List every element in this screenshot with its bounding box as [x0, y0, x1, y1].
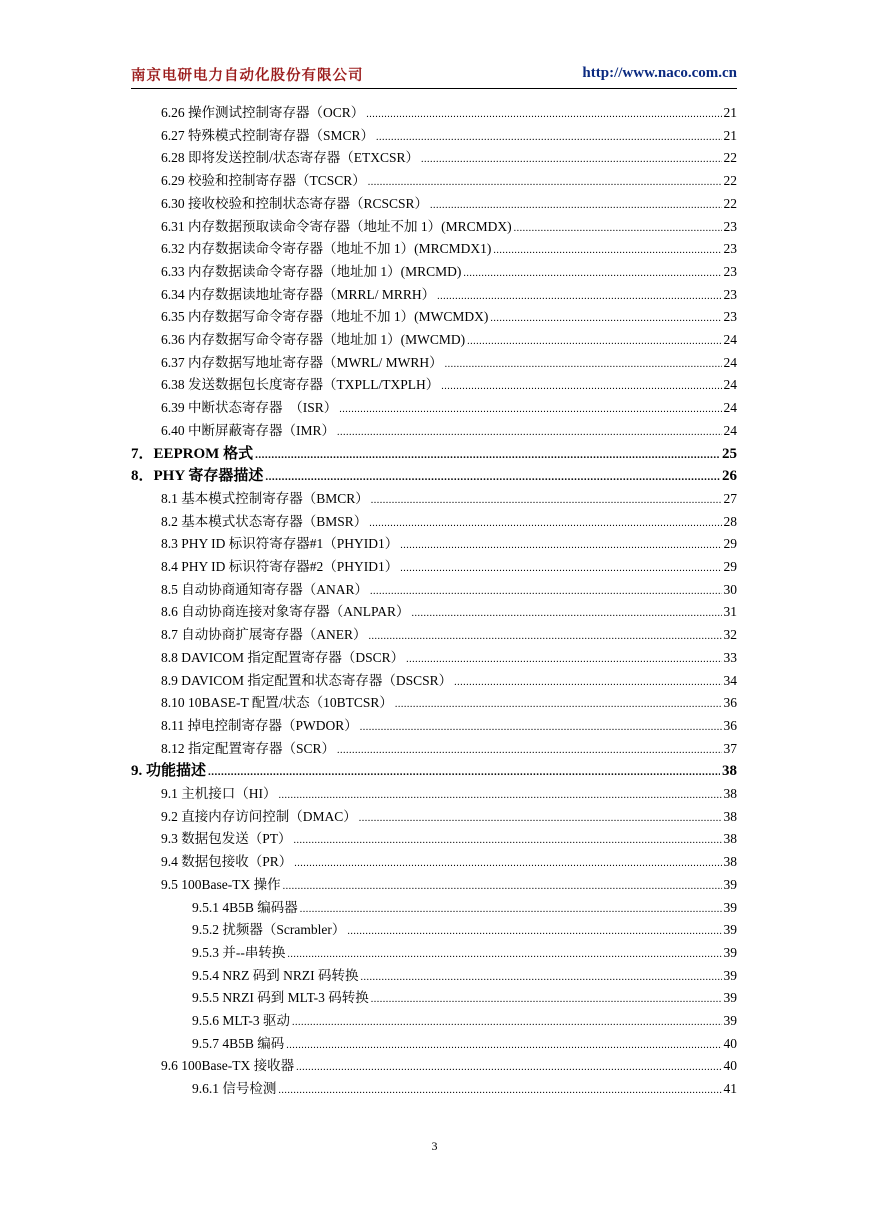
- toc-dot-leader: [400, 536, 721, 556]
- toc-dot-leader: [412, 604, 722, 624]
- toc-entry[interactable]: [161, 580, 737, 600]
- toc-entry-title: 6.26 操作测试控制寄存器（OCR）: [161, 105, 365, 120]
- toc-entry[interactable]: [161, 784, 737, 804]
- toc-entry-page: 39: [723, 899, 737, 915]
- toc-entry-title: 8.6 自动协商连接对象寄存器（ANLPAR）: [161, 604, 410, 620]
- toc-entry-title: 8．PHY 寄存器描述: [131, 468, 264, 485]
- toc-entry-page: 38: [723, 786, 737, 801]
- toc-dot-leader: [430, 196, 721, 216]
- toc-entry-page: 24: [723, 332, 737, 347]
- toc-entry[interactable]: [131, 466, 737, 486]
- toc-entry[interactable]: [161, 625, 737, 645]
- toc-entry-title: 6.32 内存数据读命令寄存器（地址不加 1）(MRCMDX1): [161, 241, 492, 257]
- toc-dot-leader: [463, 264, 721, 284]
- toc-entry-title: 9.5.4 NRZ 码到 NRZI 码转换: [192, 967, 359, 983]
- toc-entry-title: 6.29 校验和控制寄存器（TCSCR）: [161, 173, 366, 189]
- toc-entry[interactable]: [161, 330, 737, 350]
- toc-entry[interactable]: [131, 444, 737, 464]
- toc-entry-page: 39: [723, 967, 737, 983]
- toc-entry-page: 41: [723, 1081, 737, 1097]
- toc-dot-leader: [370, 582, 721, 602]
- toc-dot-leader: [265, 467, 720, 487]
- toc-dot-leader: [300, 900, 722, 920]
- toc-entry-title: 8.4 PHY ID 标识符寄存器#2（PHYID1）: [161, 559, 399, 574]
- toc-dot-leader: [360, 718, 722, 738]
- toc-entry[interactable]: [161, 1056, 737, 1076]
- toc-dot-leader: [514, 219, 722, 239]
- toc-dot-leader: [283, 877, 722, 897]
- toc-entry[interactable]: [161, 103, 737, 123]
- toc-entry-page: 22: [723, 150, 737, 166]
- toc-entry-title: 9.5.5 NRZI 码到 MLT-3 码转换: [192, 990, 369, 1006]
- toc-entry-title: 8.8 DAVICOM 指定配置寄存器（DSCR）: [161, 649, 405, 665]
- toc-entry-page: 29: [723, 559, 737, 574]
- toc-entry-title: 6.31 内存数据预取读命令寄存器（地址不加 1）(MRCMDX): [161, 218, 512, 234]
- toc-dot-leader: [287, 945, 721, 965]
- page-number: 3: [431, 1139, 438, 1153]
- toc-entry-title: 6.38 发送数据包长度寄存器（TXPLL/TXPLH）: [161, 377, 440, 393]
- toc-entry-title: 6.33 内存数据读命令寄存器（地址加 1）(MRCMD): [161, 263, 462, 279]
- toc-entry-page: 38: [723, 831, 737, 847]
- toc-entry[interactable]: [161, 829, 737, 849]
- toc-dot-leader: [371, 491, 722, 511]
- toc-entry-page: 25: [722, 445, 737, 462]
- toc-entry[interactable]: [192, 1034, 737, 1054]
- toc-entry[interactable]: [161, 534, 737, 554]
- toc-dot-leader: [371, 990, 722, 1010]
- toc-entry[interactable]: [161, 262, 737, 282]
- toc-entry-title: 9.6 100Base-TX 接收器: [161, 1058, 295, 1074]
- toc-entry-title: 9.5 100Base-TX 操作: [161, 876, 281, 892]
- toc-entry-title: 9.6.1 信号检测: [192, 1081, 277, 1097]
- toc-entry-title: 6.40 中断屏蔽寄存器（IMR）: [161, 422, 336, 438]
- toc-entry[interactable]: [161, 852, 737, 872]
- toc-entry-page: 30: [723, 581, 737, 597]
- toc-entry[interactable]: [161, 512, 737, 532]
- toc-entry[interactable]: [161, 421, 737, 441]
- toc-entry[interactable]: [161, 307, 737, 327]
- toc-entry[interactable]: [131, 761, 737, 781]
- toc-entry-title: 8.9 DAVICOM 指定配置和状态寄存器（DSCSR）: [161, 672, 453, 688]
- toc-entry[interactable]: [161, 807, 737, 827]
- toc-dot-leader: [445, 355, 722, 375]
- toc-entry-page: 22: [723, 173, 737, 189]
- toc-entry[interactable]: [192, 920, 737, 940]
- toc-entry-page: 23: [723, 263, 737, 279]
- toc-dot-leader: [400, 559, 721, 579]
- toc-dot-leader: [337, 741, 721, 761]
- toc-dot-leader: [490, 309, 721, 329]
- toc-entry-title: 9.3 数据包发送（PT）: [161, 831, 292, 847]
- toc-entry[interactable]: [161, 148, 737, 168]
- toc-entry-page: 28: [723, 513, 737, 529]
- toc-entry-page: 39: [723, 922, 737, 938]
- toc-entry[interactable]: [161, 217, 737, 237]
- toc-entry-title: 9. 功能描述: [131, 763, 207, 780]
- toc-entry-title: 8.12 指定配置寄存器（SCR）: [161, 740, 336, 756]
- toc-dot-leader: [208, 762, 720, 782]
- toc-entry-title: 8.1 基本模式控制寄存器（BMCR）: [161, 490, 369, 506]
- toc-dot-leader: [467, 332, 721, 352]
- toc-dot-leader: [441, 377, 721, 397]
- toc-entry-title: 6.30 接收校验和控制状态寄存器（RCSCSR）: [161, 195, 429, 211]
- toc-dot-leader: [255, 445, 720, 465]
- toc-entry[interactable]: [161, 716, 737, 736]
- toc-dot-leader: [279, 786, 722, 806]
- toc-dot-leader: [437, 287, 721, 307]
- toc-dot-leader: [366, 105, 721, 125]
- toc-entry-page: 24: [723, 400, 737, 416]
- toc-entry-page: 24: [723, 422, 737, 438]
- toc-entry-title: 8.7 自动协商扩展寄存器（ANER）: [161, 627, 367, 643]
- toc-entry-title: 8.3 PHY ID 标识符寄存器#1（PHYID1）: [161, 536, 399, 552]
- toc-dot-leader: [421, 150, 721, 170]
- toc-entry[interactable]: [192, 1011, 737, 1031]
- toc-entry[interactable]: [161, 739, 737, 759]
- toc-dot-leader: [359, 809, 722, 829]
- toc-entry[interactable]: [161, 489, 737, 509]
- toc-entry-title: 9.4 数据包接收（PR）: [161, 854, 293, 870]
- toc-dot-leader: [286, 1036, 721, 1056]
- toc-dot-leader: [369, 627, 722, 647]
- toc-entry-page: 22: [723, 195, 737, 211]
- toc-entry-title: 9.5.6 MLT-3 驱动: [192, 1013, 291, 1028]
- page-header: [131, 62, 737, 89]
- toc-entry-page: 23: [723, 286, 737, 302]
- toc-entry-page: 24: [723, 354, 737, 370]
- toc-entry[interactable]: [161, 671, 737, 691]
- toc-entry-page: 38: [723, 808, 737, 824]
- toc-dot-leader: [337, 423, 721, 443]
- toc-entry-page: 24: [723, 377, 737, 393]
- toc-entry[interactable]: [161, 648, 737, 668]
- toc-entry[interactable]: [161, 239, 737, 259]
- toc-entry[interactable]: [161, 353, 737, 373]
- toc-entry-page: 39: [723, 990, 737, 1006]
- toc-entry[interactable]: [161, 126, 737, 146]
- toc-entry[interactable]: [161, 285, 737, 305]
- toc-entry-page: 23: [723, 218, 737, 234]
- toc-dot-leader: [278, 1081, 721, 1101]
- toc-entry[interactable]: [161, 602, 737, 622]
- toc-dot-leader: [296, 1058, 721, 1078]
- toc-entry-title: 6.28 即将发送控制/状态寄存器（ETXCSR）: [161, 150, 420, 166]
- toc-entry[interactable]: [192, 988, 737, 1008]
- toc-entry-page: 40: [723, 1035, 737, 1051]
- toc-entry-page: 39: [723, 876, 737, 892]
- toc-entry-page: 32: [723, 627, 737, 643]
- toc-entry[interactable]: [161, 557, 737, 577]
- toc-entry-page: 21: [723, 105, 737, 120]
- toc-entry-page: 38: [723, 854, 737, 870]
- toc-entry-page: 29: [723, 536, 737, 552]
- toc-entry-title: 8.2 基本模式状态寄存器（BMSR）: [161, 513, 368, 529]
- toc-dot-leader: [368, 173, 722, 193]
- toc-entry[interactable]: [161, 398, 737, 418]
- company-name: 南京电研电力自动化股份有限公司: [131, 68, 364, 84]
- toc-entry-page: 39: [723, 944, 737, 960]
- toc-entry-title: 8.5 自动协商通知寄存器（ANAR）: [161, 581, 369, 597]
- company-url: http://www.naco.com.cn: [582, 65, 737, 81]
- toc-entry-title: 6.35 内存数据写命令寄存器（地址不加 1）(MWCMDX): [161, 309, 489, 325]
- toc-entry[interactable]: [161, 375, 737, 395]
- toc-entry[interactable]: [161, 171, 737, 191]
- toc-entry-page: 31: [723, 604, 737, 620]
- toc-entry[interactable]: [161, 194, 737, 214]
- toc-entry[interactable]: [192, 966, 737, 986]
- toc-dot-leader: [369, 514, 721, 534]
- toc-entry-title: 7．EEPROM 格式: [131, 445, 254, 462]
- toc-entry-title: 9.5.3 并--串转换: [192, 944, 286, 960]
- toc-dot-leader: [376, 128, 721, 148]
- toc-entry-page: 40: [723, 1058, 737, 1074]
- toc-entry-title: 9.5.7 4B5B 编码: [192, 1035, 285, 1051]
- toc-entry-title: 9.2 直接内存访问控制（DMAC）: [161, 808, 357, 824]
- toc-entry-page: 23: [723, 241, 737, 257]
- toc-entry-title: 6.34 内存数据读地址寄存器（MRRL/ MRRH）: [161, 286, 436, 302]
- toc-dot-leader: [454, 673, 721, 693]
- toc-entry-title: 6.37 内存数据写地址寄存器（MWRL/ MWRH）: [161, 354, 443, 370]
- toc-dot-leader: [339, 400, 721, 420]
- toc-entry[interactable]: [192, 943, 737, 963]
- toc-entry-page: 36: [723, 695, 737, 711]
- toc-dot-leader: [361, 968, 722, 988]
- toc-dot-leader: [395, 695, 722, 715]
- toc-dot-leader: [347, 922, 721, 942]
- toc-dot-leader: [294, 831, 722, 851]
- toc-entry-page: 36: [723, 717, 737, 733]
- toc-entry-title: 6.36 内存数据写命令寄存器（地址加 1）(MWCMD): [161, 332, 466, 347]
- toc-entry-page: 21: [723, 127, 737, 143]
- toc-entry-title: 8.11 掉电控制寄存器（PWDOR）: [161, 717, 358, 733]
- toc-entry-page: 26: [722, 468, 737, 485]
- toc-entry[interactable]: [192, 898, 737, 918]
- toc-dot-leader: [292, 1013, 721, 1033]
- toc-entry[interactable]: [161, 693, 737, 713]
- toc-entry-page: 34: [723, 672, 737, 688]
- toc-entry-page: 37: [723, 740, 737, 756]
- toc-entry[interactable]: [192, 1079, 737, 1099]
- toc-entry-page: 33: [723, 649, 737, 665]
- toc-entry-page: 27: [723, 490, 737, 506]
- toc-entry-page: 23: [723, 309, 737, 325]
- toc-dot-leader: [294, 854, 721, 874]
- toc-entry-title: 8.10 10BASE-T 配置/状态（10BTCSR）: [161, 695, 393, 711]
- toc-dot-leader: [493, 241, 721, 261]
- toc-entry-page: 38: [722, 763, 737, 780]
- toc-entry-title: 9.5.1 4B5B 编码器: [192, 899, 298, 915]
- toc-entry-title: 9.1 主机接口（HI）: [161, 786, 277, 801]
- toc-entry-title: 9.5.2 扰频器（Scrambler）: [192, 922, 346, 938]
- toc-entry-title: 6.39 中断状态寄存器 （ISR）: [161, 400, 338, 416]
- toc-entry[interactable]: [161, 875, 737, 895]
- toc-dot-leader: [406, 650, 721, 670]
- toc-entry-page: 39: [723, 1013, 737, 1028]
- toc-entry-title: 6.27 特殊模式控制寄存器（SMCR）: [161, 127, 375, 143]
